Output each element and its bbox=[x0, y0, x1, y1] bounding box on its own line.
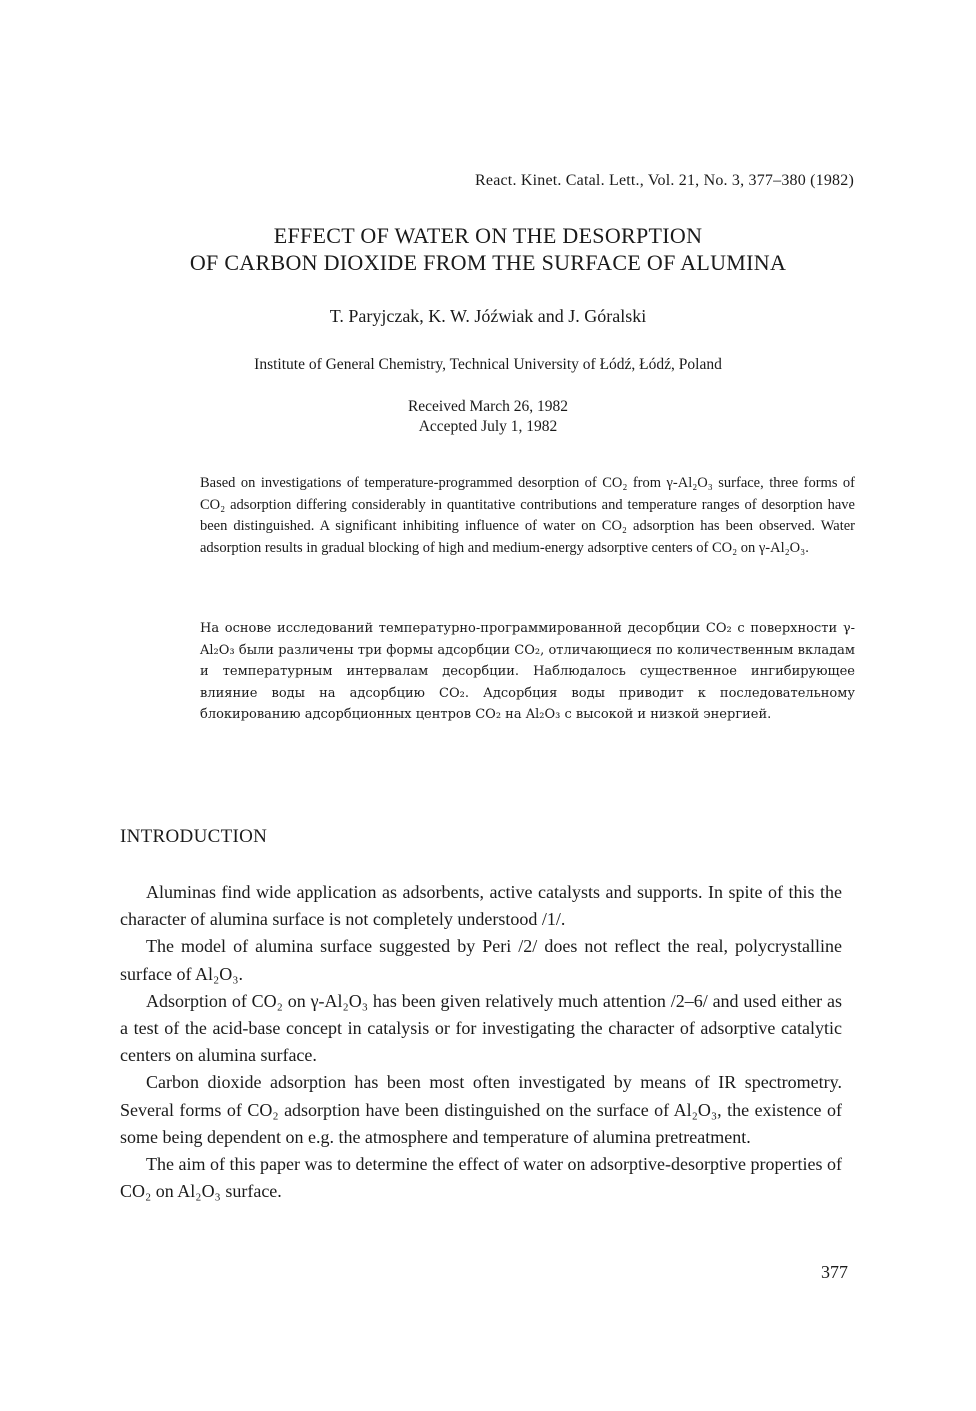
journal-reference: React. Kinet. Catal. Lett., Vol. 21, No. 3, 377–380 (1982) bbox=[475, 172, 854, 189]
paragraph: Adsorption of CO₂ on γ-Al₂O₃ has been given relatively much attention /2–6/ and used either as a test of the acid-base concept in catalysis or for investigating the character of adsorptive catalytic centers on alumina surface. bbox=[120, 990, 842, 1066]
authors: T. Paryjczak, K. W. Jóźwiak and J. Góralski bbox=[329, 306, 647, 326]
abstract-russian: На основе исследований температурно-программированной десорбции CO₂ с поверхности γ-Al₂O₃ были различены три формы адсорбции CO₂, отличающиеся по количественным вкладам и температурным интервалам десорбции. Наблюдалось существенное ингибирующее влияние воды на адсорбцию CO₂. Адсорбция воды приводит к последовательному блокированию адсорбционных центров CO₂ на Al₂O₃ с высокой и низкой энергией. bbox=[200, 621, 855, 722]
abstract-english: Based on investigations of temperature-programmed desorption of CO₂ from γ-Al₂O₃ surface, three forms of CO₂ adsorption differing considerably in quantitative contributions and temperature ranges of desorption have been distinguished. A significant inhibiting influence of water on CO₂ adsorption has been observed. Water adsorption results in gradual blocking of high and medium-energy adsorptive centers of CO₂ on γ-Al₂O₃. bbox=[200, 475, 855, 556]
dates bbox=[0, 397, 976, 437]
paper-title bbox=[0, 222, 976, 276]
paragraph: The model of alumina surface suggested by Peri /2/ does not reflect the real, polycrystalline surface of Al₂O₃. bbox=[120, 936, 842, 984]
section-heading: INTRODUCTION bbox=[120, 826, 268, 847]
introduction-body bbox=[120, 879, 842, 1205]
accepted-date: Accepted July 1, 1982 bbox=[418, 418, 558, 435]
affiliation: Institute of General Chemistry, Technical University of Łódź, Łódź, Poland bbox=[254, 356, 722, 373]
received-date: Received March 26, 1982 bbox=[407, 398, 569, 415]
paragraph: The aim of this paper was to determine the effect of water on adsorptive-desorptive properties of CO₂ on Al₂O₃ surface. bbox=[120, 1154, 842, 1202]
paragraph: Aluminas find wide application as adsorbents, active catalysts and supports. In spite of this the character of alumina surface is not completely understood /1/. bbox=[120, 882, 842, 930]
title-line-1: EFFECT OF WATER ON THE DESORPTION bbox=[273, 223, 703, 248]
title-line-2: OF CARBON DIOXIDE FROM THE SURFACE OF ALUMINA bbox=[189, 250, 787, 275]
paragraph: Carbon dioxide adsorption has been most often investigated by means of IR spectrometry. Several forms of CO₂ adsorption have been distinguished on the surface of Al₂O₃, the existence of some being dependent on e.g. the atmosphere and temperature of alumina pretreatment. bbox=[120, 1072, 842, 1147]
page-number: 377 bbox=[821, 1262, 848, 1282]
